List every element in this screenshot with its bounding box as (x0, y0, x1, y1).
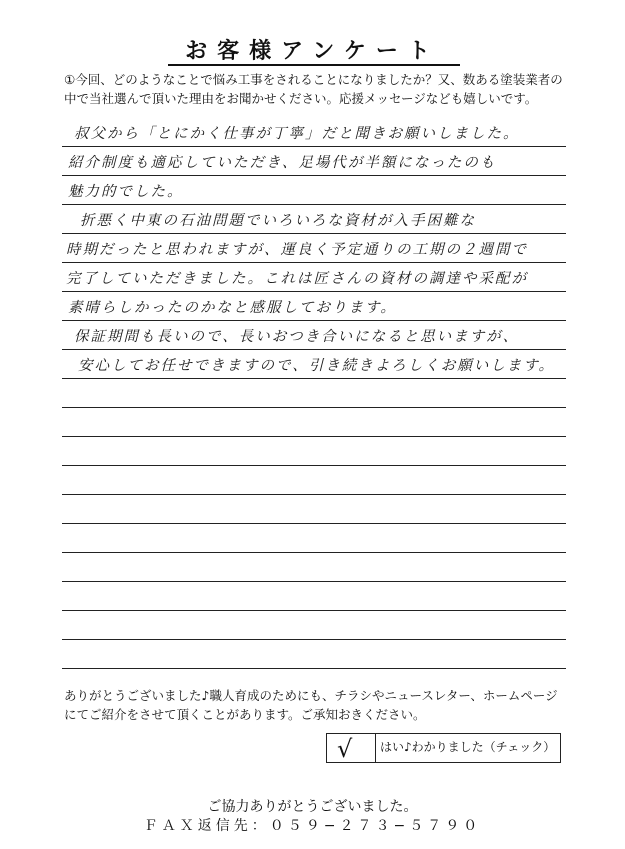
page-title: お客様アンケート (185, 39, 440, 64)
handwritten-text: 時期だったと思われますが、運良く予定通りの工期の２週間で (66, 242, 528, 258)
thank-you-text: ご協力ありがとうございました。 (207, 799, 418, 815)
check-mark-icon: √ (337, 735, 353, 763)
answer-area (62, 118, 566, 669)
handwritten-text: 叔父から「とにかく仕事が丁寧」だと聞きお願いしました。 (74, 126, 520, 142)
answer-line (62, 292, 566, 321)
answer-line (62, 524, 566, 553)
handwritten-text: 素晴らしかったのかなと感服しております。 (68, 300, 397, 316)
handwritten-text: 魅力的でした。 (68, 184, 184, 200)
consent-label: はい♪わかりました（チェック） (380, 740, 556, 754)
handwritten-text: 折悪く中東の石油問題でいろいろな資材が入手困難な (80, 213, 476, 229)
consent-notice: ありがとうございました♪職人育成のためにも、チラシやニュースレター、ホームページにてご紹介をさせて頂くことがあります。ご承知おきください。 (64, 688, 558, 722)
answer-line (62, 466, 566, 495)
answer-line (62, 640, 566, 669)
consent-checkbox-row (326, 733, 561, 763)
handwritten-text: 安心してお任せできますので、引き続きよろしくお願いします。 (78, 358, 556, 374)
answer-line (62, 582, 566, 611)
answer-line (62, 408, 566, 437)
consent-checkbox[interactable] (327, 734, 376, 762)
title-underline (168, 64, 460, 66)
answer-line (62, 495, 566, 524)
answer-line (62, 118, 566, 147)
answer-line (62, 263, 566, 292)
handwritten-text: 紹介制度も適応していただき、足場代が半額になったのも (68, 155, 497, 171)
answer-line (62, 553, 566, 582)
answer-line (62, 379, 566, 408)
answer-line (62, 176, 566, 205)
answer-line (62, 234, 566, 263)
answer-line (62, 321, 566, 350)
answer-line (62, 350, 566, 379)
fax-number: ＦＡＸ返信先：０５９−２７３−５７９０ (143, 818, 482, 834)
handwritten-text: 保証期間も長いので、長いおつき合いになると思いますが、 (74, 329, 520, 345)
answer-line (62, 437, 566, 466)
handwritten-text: 完了していただきました。これは匠さんの資材の調達や采配が (66, 271, 528, 287)
answer-line (62, 205, 566, 234)
question-text: ①今回、どのようなことで悩み工事をされることになりましたか？又、数ある塗装業者の中で当社選んで頂いた理由をお聞かせください。応援メッセージなども嬉しいです。 (64, 72, 563, 106)
answer-line (62, 147, 566, 176)
answer-line (62, 611, 566, 640)
